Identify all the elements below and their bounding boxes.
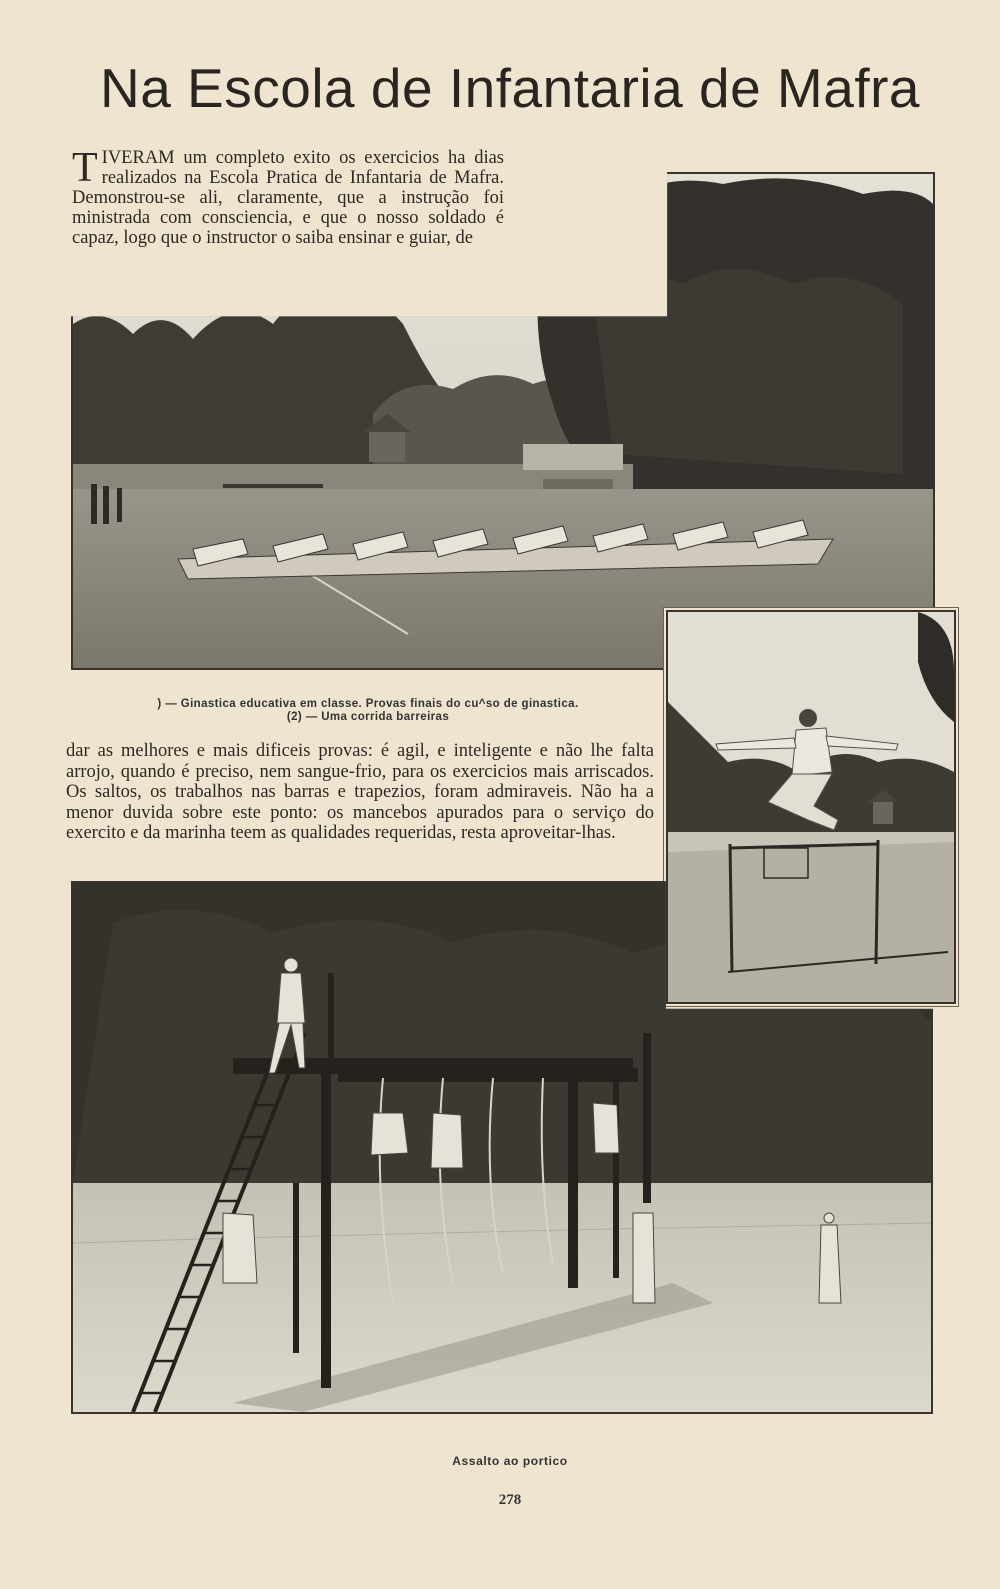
caption-assault-portico: Assalto ao portico xyxy=(452,1454,568,1468)
article-paragraph-2: dar as melhores e mais dificeis provas: é agil, e inteligente e não lhe falta arrojo, quando é preciso, nem sangue-frio, para os exercicios mais arriscados. Os saltos, os trabalhos nas barras e trapezios, foram admiraveis. Não ha a menor duvida sobre este ponto: os mancebos apurados para o serviço do exercito e da marinha teem as qualidades requeridas, resta aproveitar-lhas. xyxy=(66,741,654,843)
caption-1-line-2: (2) — Uma corrida barreiras xyxy=(286,711,450,723)
caption-1-line-1: ) — Ginastica educativa em classe. Provas finais do cu^so de ginastica. xyxy=(157,698,579,710)
drop-cap: T xyxy=(72,145,98,191)
caption-photos-1-2 xyxy=(108,698,628,724)
photo-hurdle-race xyxy=(666,610,956,1004)
gymnastics-class-image xyxy=(73,174,933,668)
page-number: 278 xyxy=(498,1492,522,1508)
hurdle-race-image xyxy=(668,612,954,1002)
paragraph-1-text: IVERAM um completo exito os exercicios ha dias realizados na Escola Pratica de Infantaria de Mafra. Demonstrou-se ali, claramente, que a instrução foi ministrada com consciencia, e que o nosso soldado é capaz, logo que o instructor o saiba ensinar e guiar, de xyxy=(72,148,504,248)
article-paragraph-1 xyxy=(72,145,504,248)
article-title: Na Escola de Infantaria de Mafra xyxy=(99,57,921,119)
